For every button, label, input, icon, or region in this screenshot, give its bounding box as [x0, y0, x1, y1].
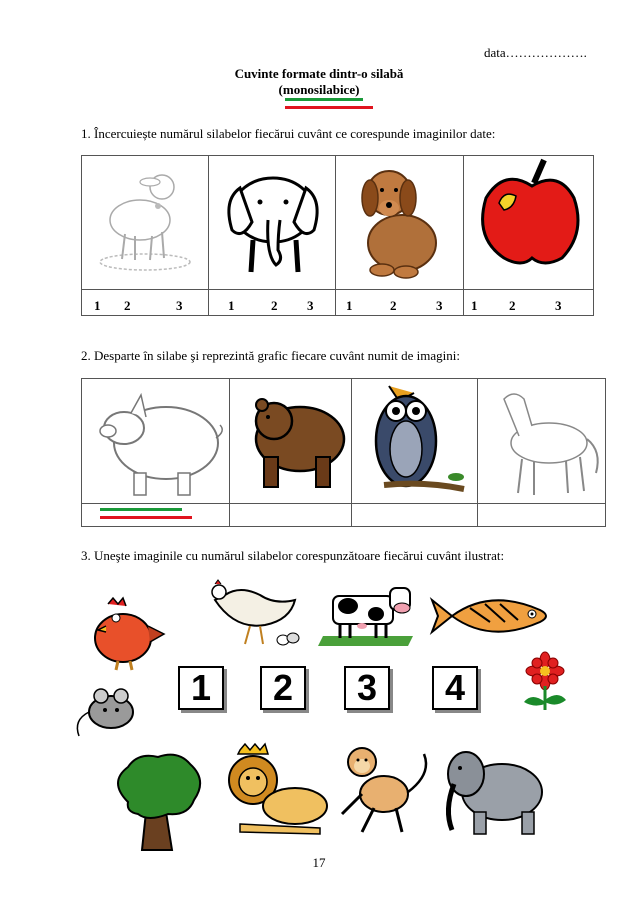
option-3[interactable]: 3 [555, 298, 562, 313]
mouse-image [73, 680, 148, 740]
option-3[interactable]: 3 [436, 298, 443, 313]
puppy-image [344, 158, 454, 283]
elephant-small-image [440, 744, 550, 839]
lamb-image [90, 162, 200, 282]
elephant-image [218, 160, 328, 280]
number-box-2[interactable]: 2 [260, 666, 306, 710]
page-number: 17 [312, 855, 326, 870]
monkey-image [332, 744, 432, 839]
syllable-line-green [100, 508, 182, 511]
option-1[interactable]: 1 [346, 298, 353, 313]
bear-image [242, 387, 352, 497]
option-3[interactable]: 3 [176, 298, 183, 313]
title-underline-green [285, 98, 363, 101]
lion-image [220, 744, 330, 839]
exercise1-instruction: 1. Încercuiește numărul silabelor fiecărui cuvânt ce corespunde imaginilor date: [81, 126, 496, 141]
title-underline-red [285, 106, 373, 109]
number-box-3[interactable]: 3 [344, 666, 390, 710]
number-box-1[interactable]: 1 [178, 666, 224, 710]
date-field[interactable]: data………………. [484, 45, 587, 60]
exercise2-table [81, 378, 606, 527]
exercise2-instruction: 2. Desparte în silabe şi reprezintă grafic fiecare cuvânt numit de imagini: [81, 348, 461, 363]
option-2[interactable]: 2 [390, 298, 397, 313]
option-2[interactable]: 2 [271, 298, 278, 313]
owl-image [364, 381, 474, 501]
exercise1-table [81, 155, 594, 316]
option-2[interactable]: 2 [124, 298, 131, 313]
syllable-line-red [100, 516, 192, 519]
apple-image [474, 158, 584, 278]
option-2[interactable]: 2 [509, 298, 516, 313]
cow-image [318, 578, 418, 648]
page-subtitle: (monosilabice) [278, 82, 360, 97]
option-1[interactable]: 1 [94, 298, 101, 313]
fish-image [430, 588, 555, 643]
hen-image [205, 580, 305, 650]
number-box-4[interactable]: 4 [432, 666, 478, 710]
pig-image [86, 383, 226, 503]
page-title: Cuvinte formate dintr-o silabă [234, 66, 404, 81]
option-1[interactable]: 1 [228, 298, 235, 313]
horse-image [484, 381, 604, 501]
tree-image [108, 752, 208, 852]
option-1[interactable]: 1 [471, 298, 478, 313]
option-3[interactable]: 3 [307, 298, 314, 313]
flower-image [510, 652, 580, 712]
chick-image [88, 596, 168, 671]
exercise3-instruction: 3. Uneşte imaginile cu numărul silabelor corespunzătoare fiecărui cuvânt ilustrat: [81, 548, 505, 563]
